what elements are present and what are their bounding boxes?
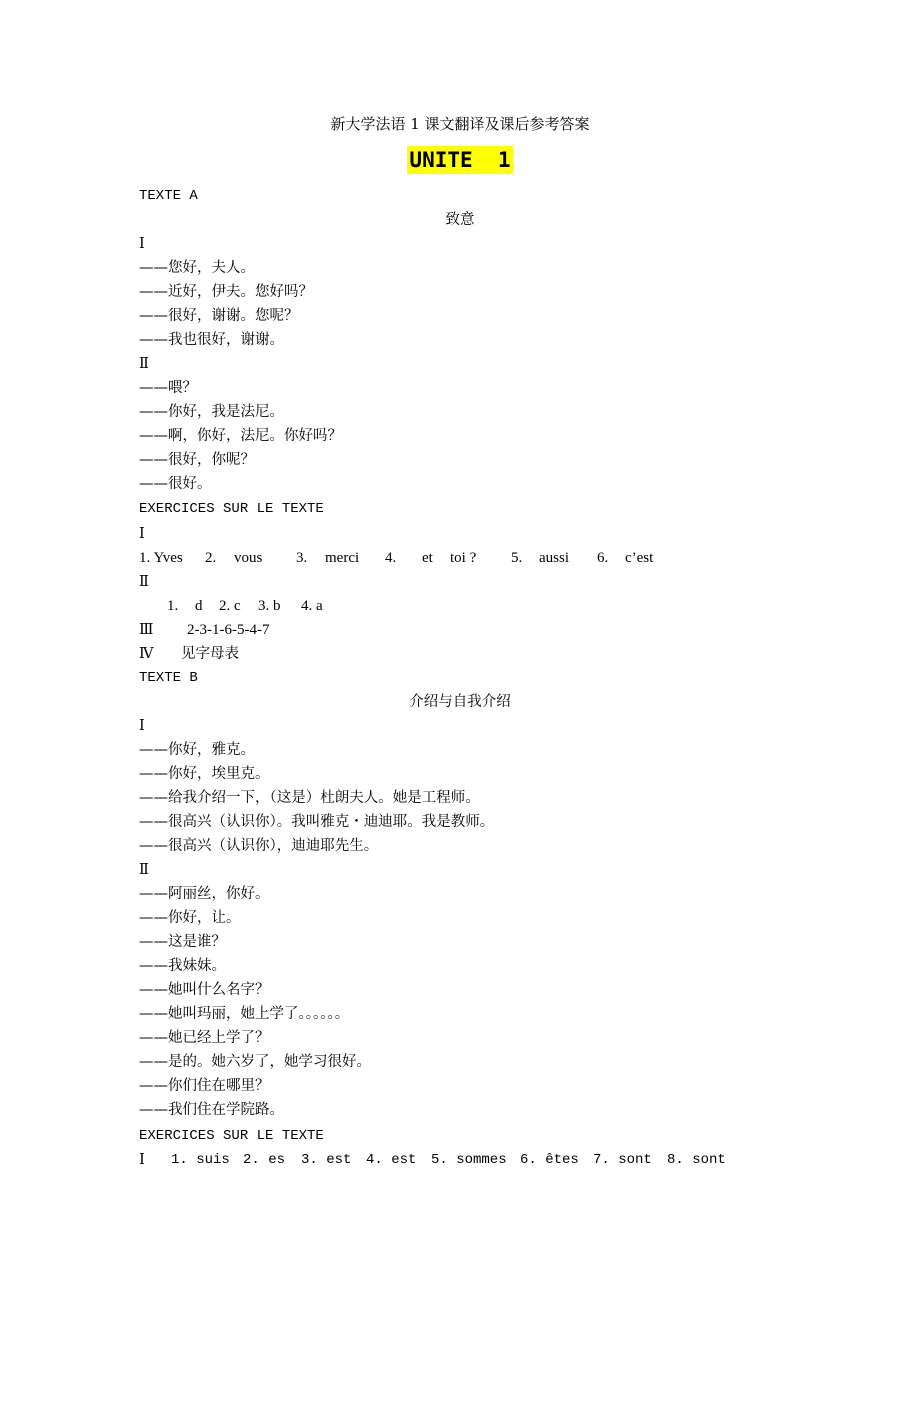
answer-item: aussi xyxy=(539,550,569,566)
dialogue-line: ——你好，我是法尼。 xyxy=(139,404,284,420)
dialogue-line: ——她叫什么名字？ xyxy=(139,982,270,998)
dialogue-line: ——阿丽丝，你好。 xyxy=(139,886,270,902)
exercices-b-ex1-numeral: Ⅰ xyxy=(139,1152,145,1168)
texte-a-part1-numeral: Ⅰ xyxy=(139,236,145,252)
answer-item: 3. xyxy=(296,550,308,566)
texte-b-title: 介绍与自我介绍 xyxy=(409,694,511,710)
dialogue-line: ——你们住在哪里？ xyxy=(139,1078,270,1094)
texte-b-part2-numeral: Ⅱ xyxy=(139,862,149,878)
texte-b-part1-numeral: Ⅰ xyxy=(139,718,145,734)
answer-item: d xyxy=(195,598,203,614)
answer-item: 1. Yves xyxy=(139,550,183,566)
exercices-a-ex3 xyxy=(139,618,539,642)
dialogue-line: ——是的。她六岁了，她学习很好。 xyxy=(139,1054,371,1070)
answer-item: toi ? xyxy=(450,550,477,566)
dialogue-line: ——她叫玛丽，她上学了。。。。。。 xyxy=(139,1006,350,1022)
dialogue-line: ——很好，谢谢。您呢？ xyxy=(139,308,299,324)
answer-item: 4. xyxy=(385,550,397,566)
dialogue-line: ——我妹妹。 xyxy=(139,958,226,974)
answer-item: 8. sont xyxy=(667,1152,726,1168)
exercices-b-ex1-answers xyxy=(139,1148,779,1172)
dialogue-line: ——你好，雅克。 xyxy=(139,742,255,758)
answer-item: 3. b xyxy=(258,598,281,614)
document-title: 新大学法语 1 课文翻译及课后参考答案 xyxy=(330,115,590,133)
texte-a-part2-numeral: Ⅱ xyxy=(139,356,149,372)
dialogue-line: ——很好，你呢？ xyxy=(139,452,255,468)
answer-item: 5. xyxy=(511,550,523,566)
answer-item: 2. es xyxy=(243,1152,286,1168)
answer-item: 见字母表 xyxy=(181,646,239,662)
answer-item: 7. sont xyxy=(593,1152,652,1168)
answer-item: 6. êtes xyxy=(520,1152,579,1168)
answer-item: c’est xyxy=(625,550,654,566)
dialogue-line: ——近好，伊夫。您好吗？ xyxy=(139,284,313,300)
dialogue-line: ——很好。 xyxy=(139,476,212,492)
dialogue-line: ——啊，你好，法尼。你好吗？ xyxy=(139,428,342,444)
dialogue-line: ——您好，夫人。 xyxy=(139,260,255,276)
dialogue-line: ——给我介绍一下，（这是）杜朗夫人。她是工程师。 xyxy=(139,790,480,806)
answer-item: 4. est xyxy=(366,1152,417,1168)
exercices-a-ex4 xyxy=(139,642,539,666)
dialogue-line: ——很高兴（认识你），迪迪耶先生。 xyxy=(139,838,379,854)
unit-heading: UNITE 1 xyxy=(409,148,511,172)
answer-item: 2. c xyxy=(219,598,241,614)
answer-item: 1. xyxy=(167,598,179,614)
dialogue-line: ——你好，让。 xyxy=(139,910,241,926)
answer-item: 2. xyxy=(205,550,217,566)
answer-item: vous xyxy=(234,550,263,566)
exercices-a-ex2-answers xyxy=(139,594,539,618)
dialogue-line: ——她已经上学了？ xyxy=(139,1030,270,1046)
dialogue-line: ——你好，埃里克。 xyxy=(139,766,270,782)
exercices-a-ex2-numeral: Ⅱ xyxy=(139,574,149,590)
answer-item: et xyxy=(422,550,433,566)
answer-item: 2-3-1-6-5-4-7 xyxy=(187,622,270,638)
texte-a-label: TEXTE A xyxy=(139,188,198,204)
dialogue-line: ——这是谁？ xyxy=(139,934,226,950)
answer-item: 4. a xyxy=(301,598,323,614)
exercices-a-ex1-answers xyxy=(139,546,739,570)
exercices-b-label: EXERCICES SUR LE TEXTE xyxy=(139,1128,324,1144)
exercices-a-ex3-numeral: Ⅲ xyxy=(139,622,154,638)
dialogue-line: ——很高兴（认识你）。我叫雅克・迪迪耶。我是教师。 xyxy=(139,814,495,830)
texte-a-title: 致意 xyxy=(445,212,475,228)
answer-item: 6. xyxy=(597,550,609,566)
answer-item: merci xyxy=(325,550,360,566)
dialogue-line: ——喂？ xyxy=(139,380,197,396)
answer-item: 3. est xyxy=(301,1152,352,1168)
exercices-a-ex4-numeral: Ⅳ xyxy=(139,646,154,662)
exercices-a-ex1-numeral: Ⅰ xyxy=(139,526,145,542)
dialogue-line: ——我也很好，谢谢。 xyxy=(139,332,284,348)
answer-item: 5. sommes xyxy=(431,1152,507,1168)
exercices-a-label: EXERCICES SUR LE TEXTE xyxy=(139,501,324,517)
texte-b-label: TEXTE B xyxy=(139,670,198,686)
dialogue-line: ——我们住在学院路。 xyxy=(139,1102,284,1118)
answer-item: 1. suis xyxy=(171,1152,230,1168)
